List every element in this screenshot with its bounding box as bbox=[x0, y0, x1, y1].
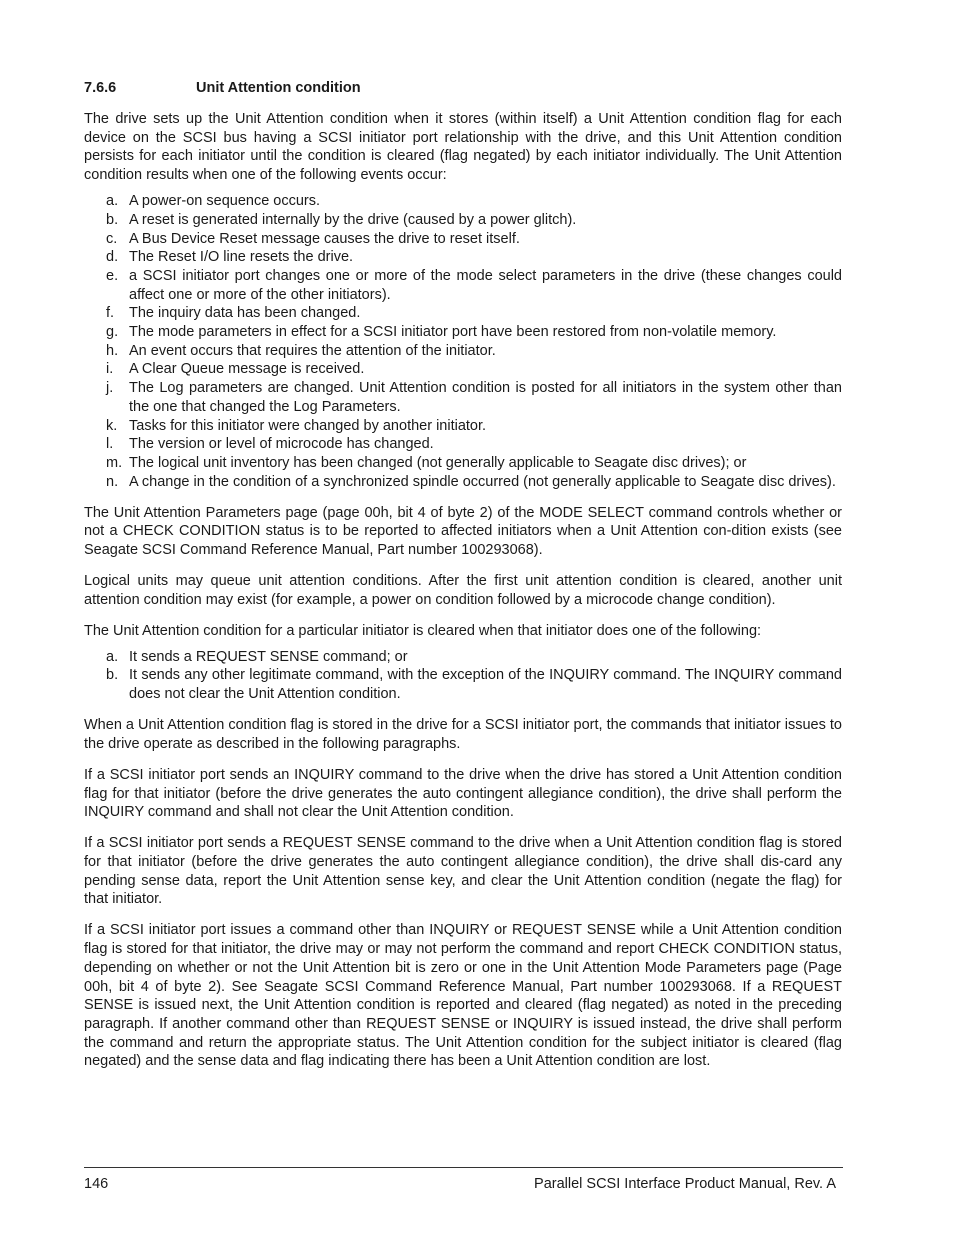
section-title: Unit Attention condition bbox=[196, 80, 361, 96]
list-item bbox=[84, 435, 842, 454]
list-item-text: a SCSI initiator port changes one or more of the mode select parameters in the drive (these changes could affect one or more of the other initiators). bbox=[129, 267, 842, 303]
paragraph-intro: The drive sets up the Unit Attention condition when it stores (within itself) a Unit Attention condition flag for each device on the SCSI bus having a SCSI initiator port relationship with the drive, and this Unit Attention condition persists for each initiator until the condition is cleared (flag negated) by each initiator individually. The Unit Attention condition results when one of the following events occur: bbox=[84, 111, 842, 184]
clear-actions-list bbox=[84, 648, 842, 704]
list-marker: b. bbox=[106, 667, 119, 684]
list-item bbox=[84, 304, 842, 323]
paragraph-queue: Logical units may queue unit attention conditions. After the first unit attention condition is cleared, another unit attention condition may exist (for example, a power on condition followed by a microcode change condition). bbox=[84, 573, 842, 608]
list-item-text: Tasks for this initiator were changed by another initiator. bbox=[129, 417, 487, 434]
list-item bbox=[84, 473, 842, 492]
list-item-text: It sends any other legitimate command, with the exception of the INQUIRY command. The INQUIRY command does not clear the Unit Attention condition. bbox=[129, 667, 842, 703]
paragraph-cleared: The Unit Attention condition for a particular initiator is cleared when that initiator does one of the following: bbox=[84, 622, 762, 639]
list-item-text: It sends a REQUEST SENSE command; or bbox=[129, 648, 408, 665]
list-item bbox=[84, 267, 842, 304]
list-marker: l. bbox=[106, 436, 114, 453]
list-marker: n. bbox=[106, 473, 119, 490]
list-item bbox=[84, 323, 842, 342]
list-item bbox=[84, 211, 842, 230]
list-marker: g. bbox=[106, 324, 119, 341]
paragraph-other-command: If a SCSI initiator port issues a command other than INQUIRY or REQUEST SENSE while a Unit Attention condition flag is stored for that initiator, the drive may or may not perform the command and report CHECK CONDITION status, depending on whether or not the Unit Attention bit is zero or one in the Unit Attention Mode Parameters page (Page 00h, bit 4 of byte 2). See Seagate SCSI Command Reference Manual, Part number 100293068. If a REQUEST SENSE is issued next, the Unit Attention condition is reported and cleared (flag negated) as noted in the preceding paragraph. If another command other than REQUEST SENSE or INQUIRY is issued instead, the drive shall perform the command and return the appropriate status. The Unit Attention condition for the subject initiator is cleared (flag negated) and the sense data and flag indicating there has been a Unit Attention condition are lost. bbox=[84, 922, 842, 1070]
paragraph-mode-select: The Unit Attention Parameters page (page 00h, bit 4 of byte 2) of the MODE SELECT command controls whether or not a CHECK CONDITION status is to be reported to affected initiators when a Unit Attention con-dition exists (see Seagate SCSI Command Reference Manual, Part number 100293068). bbox=[84, 504, 842, 559]
list-item bbox=[84, 417, 842, 436]
list-marker: j. bbox=[106, 380, 114, 397]
events-list bbox=[84, 192, 842, 491]
section-number: 7.6.6 bbox=[84, 80, 117, 96]
paragraph-flag-stored: When a Unit Attention condition flag is stored in the drive for a SCSI initiator port, the commands that initiator issues to the drive operate as described in the following paragraphs. bbox=[84, 717, 842, 752]
footer-divider bbox=[84, 1167, 843, 1168]
list-item bbox=[84, 230, 842, 249]
page-content bbox=[84, 78, 842, 1083]
list-item bbox=[84, 648, 842, 667]
list-item-text: The Log parameters are changed. Unit Attention condition is posted for all initiators in the system other than the one that changed the Log Parameters. bbox=[129, 380, 842, 415]
list-item-text: A Clear Queue message is received. bbox=[129, 361, 365, 378]
list-item-text: The Reset I/O line resets the drive. bbox=[129, 249, 354, 266]
list-marker: e. bbox=[106, 267, 119, 284]
list-item bbox=[84, 360, 842, 379]
list-marker: b. bbox=[106, 211, 119, 228]
section-heading bbox=[84, 78, 842, 98]
list-item-text: The logical unit inventory has been changed (not generally applicable to Seagate disc drives); or bbox=[129, 454, 747, 471]
list-item-text: A reset is generated internally by the drive (caused by a power glitch). bbox=[129, 211, 577, 228]
list-marker: h. bbox=[106, 342, 119, 359]
list-item bbox=[84, 342, 842, 361]
list-item-text: The inquiry data has been changed. bbox=[129, 305, 361, 322]
list-marker: d. bbox=[106, 249, 119, 266]
list-item bbox=[84, 666, 842, 703]
list-item bbox=[84, 192, 842, 211]
document-title: Parallel SCSI Interface Product Manual, Rev. A bbox=[534, 1176, 836, 1192]
list-marker: i. bbox=[106, 361, 114, 378]
list-marker: f. bbox=[106, 305, 115, 322]
paragraph-inquiry: If a SCSI initiator port sends an INQUIRY command to the drive when the drive has stored a Unit Attention condition flag for that initiator (before the drive generates the auto contingent allegiance condition), the drive shall perform the INQUIRY command and shall not clear the Unit Attention condition. bbox=[84, 766, 842, 821]
list-item-text: The mode parameters in effect for a SCSI initiator port have been restored from non-volatile memory. bbox=[129, 324, 777, 341]
page-number: 146 bbox=[84, 1176, 109, 1192]
list-marker: k. bbox=[106, 417, 118, 434]
list-item-text: A change in the condition of a synchronized spindle occurred (not generally applicable to Seagate disc drives). bbox=[129, 473, 836, 490]
list-marker: a. bbox=[106, 648, 119, 665]
list-marker: m. bbox=[106, 454, 123, 471]
list-item-text: A power-on sequence occurs. bbox=[129, 193, 321, 210]
paragraph-request-sense: If a SCSI initiator port sends a REQUEST SENSE command to the drive when a Unit Attention condition flag is stored for that initiator (before the drive generates the auto contingent allegiance condition), the drive shall dis-card any pending sense data, report the Unit Attention sense key, and clear the Unit Attention condition (negate the flag) for that initiator. bbox=[84, 835, 842, 908]
list-item bbox=[84, 454, 842, 473]
list-marker: a. bbox=[106, 193, 119, 210]
list-item-text: A Bus Device Reset message causes the drive to reset itself. bbox=[129, 230, 520, 247]
list-item bbox=[84, 248, 842, 267]
list-item-text: An event occurs that requires the attention of the initiator. bbox=[129, 342, 496, 359]
list-marker: c. bbox=[106, 230, 118, 247]
list-item bbox=[84, 379, 842, 416]
list-item-text: The version or level of microcode has changed. bbox=[129, 436, 434, 453]
